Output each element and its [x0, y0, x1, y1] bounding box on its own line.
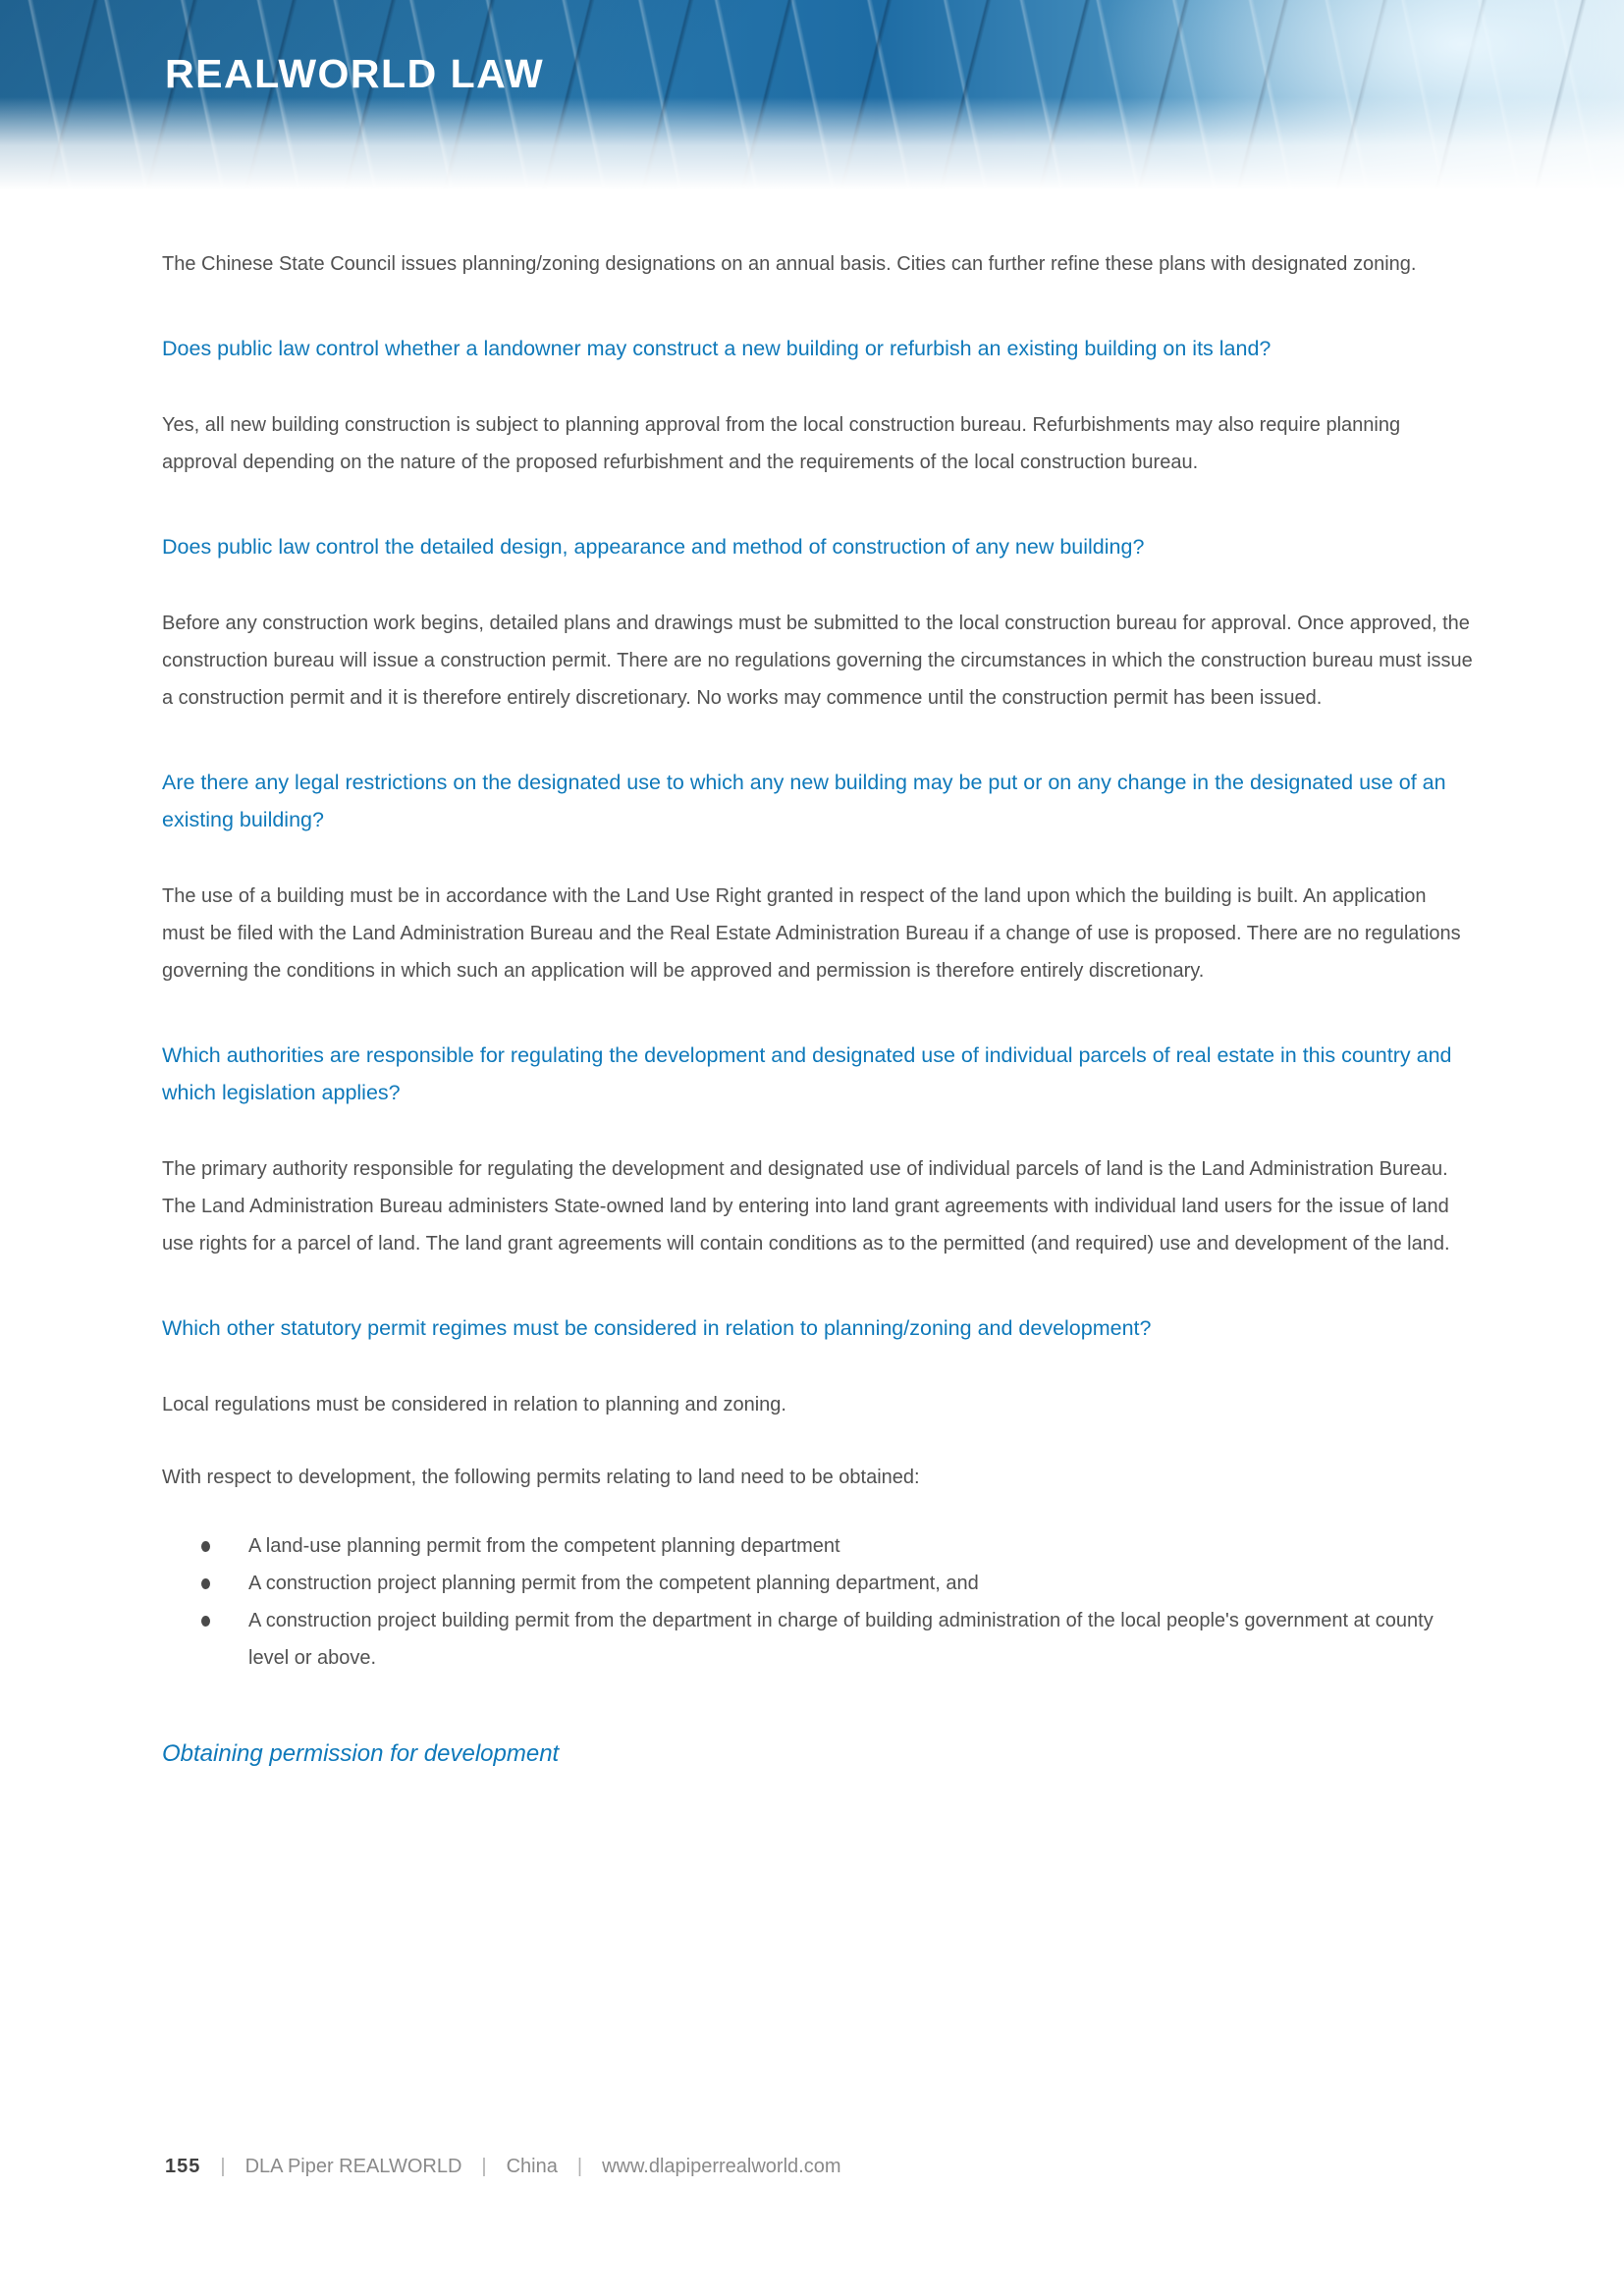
- section-paragraph: Local regulations must be considered in relation to planning and zoning.: [162, 1394, 786, 1415]
- section-paragraph: Before any construction work begins, detailed plans and drawings must be submitted to the local construction bureau for approval. Once approved, the construction bureau will issue a construction permit. There are no regulations governing the circumstances in which the construction bureau must issue a construction permit and it is therefore entirely discretionary. No works may commence until the construction permit has been issued.: [162, 613, 1473, 709]
- section-other-permit-regimes: [162, 1309, 1473, 1677]
- footer-separator: |: [220, 2156, 226, 2177]
- section-heading: Which authorities are responsible for regulating the development and designated use of individual parcels of real estate in this country and which legislation applies?: [162, 1043, 1452, 1104]
- section-heading: Does public law control whether a landowner may construct a new building or refurbish an existing building on its land?: [162, 337, 1272, 360]
- subheading-obtaining-permission: Obtaining permission for development: [162, 1740, 560, 1767]
- section-paragraph: With respect to development, the following permits relating to land need to be obtained:: [162, 1467, 920, 1488]
- section-heading: Does public law control the detailed design, appearance and method of construction of any new building?: [162, 535, 1145, 559]
- section-paragraph: Yes, all new building construction is subject to planning approval from the local construction bureau. Refurbishments may also require planning approval depending on the nature of the proposed refurbishment and the requirements of the local construction bureau.: [162, 414, 1401, 473]
- list-item: A land-use planning permit from the competent planning department: [162, 1527, 1473, 1565]
- page-title: REALWORLD LAW: [165, 51, 545, 96]
- section-heading: Are there any legal restrictions on the designated use to which any new building may be put or on any change in the designated use of an existing building?: [162, 771, 1446, 831]
- footer-brand: DLA Piper REALWORLD: [244, 2156, 462, 2177]
- document-body: [162, 202, 1473, 1771]
- page-number: 155: [165, 2156, 201, 2177]
- header-banner: [0, 0, 1624, 202]
- section-authorities-responsible: [162, 1037, 1473, 1262]
- intro-paragraph: The Chinese State Council issues planning/zoning designations on an annual basis. Cities can further refine these plans with designated zoning.: [162, 253, 1417, 275]
- footer-country: China: [506, 2156, 558, 2177]
- section-heading: Which other statutory permit regimes must be considered in relation to planning/zoning and development?: [162, 1316, 1152, 1340]
- section-paragraph: The use of a building must be in accordance with the Land Use Right granted in respect of the land upon which the building is built. An application must be filed with the Land Administration Bureau and the Real Estate Administration Bureau if a change of use is proposed. There are no regulations governing the conditions in which such an application will be approved and permission is therefore entirely discretionary.: [162, 885, 1461, 982]
- section-public-law-design: [162, 528, 1473, 717]
- page-footer: [165, 2156, 841, 2178]
- permit-list: [162, 1527, 1473, 1677]
- footer-separator: |: [576, 2156, 583, 2177]
- footer-url-link[interactable]: www.dlapiperrealworld.com: [602, 2156, 841, 2177]
- list-item: A construction project planning permit from the competent planning department, and: [162, 1565, 1473, 1602]
- footer-separator: |: [481, 2156, 487, 2177]
- section-public-law-construct: [162, 330, 1473, 481]
- section-paragraph: The primary authority responsible for regulating the development and designated use of individual parcels of land is the Land Administration Bureau. The Land Administration Bureau administers State-owned land by entering into land grant agreements with individual land users for the issue of land use rights for a parcel of land. The land grant agreements will contain conditions as to the permitted (and required) use and development of the land.: [162, 1158, 1450, 1255]
- list-item: A construction project building permit from the department in charge of building administration of the local people's government at county level or above.: [162, 1602, 1473, 1677]
- section-legal-restrictions-use: [162, 764, 1473, 989]
